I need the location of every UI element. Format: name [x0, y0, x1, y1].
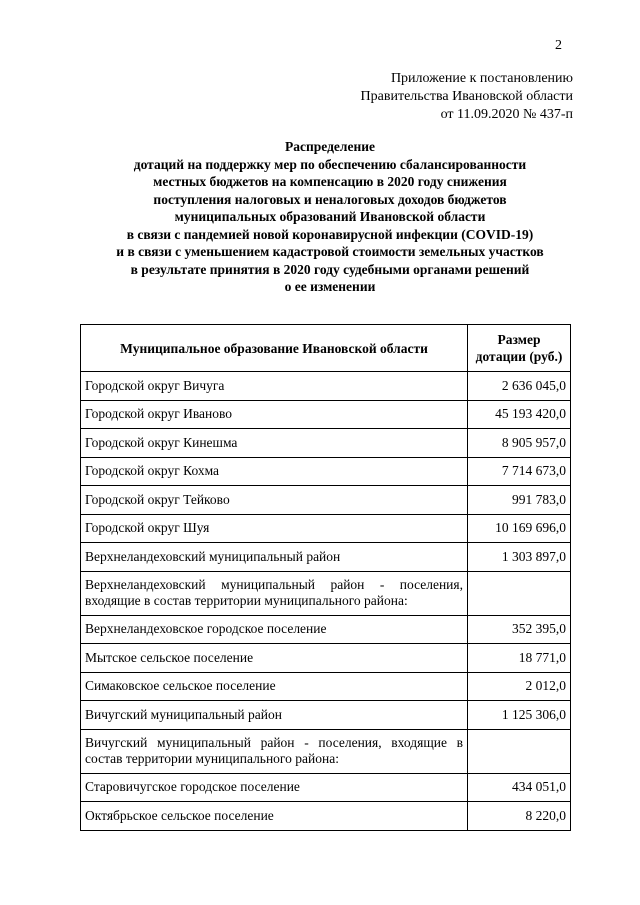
- table-row: [81, 701, 571, 730]
- table-row: [81, 571, 571, 615]
- subsidy-amount: 2 012,0: [468, 672, 571, 701]
- municipality-name: Верхнеландеховский муниципальный район - поселения, входящие в состав территории муниципального района:: [81, 571, 468, 615]
- appendix-note: [361, 70, 573, 124]
- subsidy-amount: 352 395,0: [468, 615, 571, 644]
- table-row: [81, 615, 571, 644]
- municipality-name: Городской округ Кинешма: [81, 429, 468, 458]
- table-row: [81, 486, 571, 515]
- municipality-name: Октябрьское сельское поселение: [81, 802, 468, 831]
- table-row: [81, 644, 571, 673]
- municipality-name: Симаковское сельское поселение: [81, 672, 468, 701]
- subsidy-amount: 7 714 673,0: [468, 457, 571, 486]
- appendix-line: от 11.09.2020 № 437-п: [440, 107, 573, 122]
- table-row: [81, 400, 571, 429]
- table-header-row: [81, 325, 571, 372]
- municipality-name: Городской округ Тейково: [81, 486, 468, 515]
- table-row: [81, 457, 571, 486]
- municipality-name: Городской округ Иваново: [81, 400, 468, 429]
- municipality-name: Мытское сельское поселение: [81, 644, 468, 673]
- subsidy-amount: 1 303 897,0: [468, 543, 571, 572]
- subsidy-amount: 991 783,0: [468, 486, 571, 515]
- subsidy-amount: 18 771,0: [468, 644, 571, 673]
- municipality-name: Старовичугское городское поселение: [81, 773, 468, 802]
- title-line: о ее изменении: [284, 279, 376, 294]
- header-municipality: Муниципальное образование Ивановской области: [81, 325, 468, 372]
- title-line: дотаций на поддержку мер по обеспечению сбалансированности: [133, 156, 527, 172]
- title-line: Распределение: [284, 139, 376, 154]
- subsidy-amount: 45 193 420,0: [468, 400, 571, 429]
- header-amount-line1: Размер: [497, 332, 541, 347]
- title-line: поступления налоговых и неналоговых доходов бюджетов: [153, 191, 507, 207]
- title-line: в результате принятия в 2020 году судебными органами решений: [130, 261, 530, 277]
- municipality-name: Городской округ Шуя: [81, 514, 468, 543]
- municipality-name: Городской округ Вичуга: [81, 372, 468, 401]
- header-amount: [468, 325, 571, 372]
- subsidy-amount: 1 125 306,0: [468, 701, 571, 730]
- municipality-name: Верхнеландеховское городское поселение: [81, 615, 468, 644]
- title-line: местных бюджетов на компенсацию в 2020 году снижения: [153, 174, 507, 189]
- appendix-line: Правительства Ивановской области: [360, 89, 573, 104]
- title-line: и в связи с уменьшением кадастровой стоимости земельных участков: [116, 244, 544, 259]
- municipality-name: Городской округ Кохма: [81, 457, 468, 486]
- subsidy-amount: 8 220,0: [468, 802, 571, 831]
- table-row: [81, 729, 571, 773]
- municipality-name: Вичугский муниципальный район - поселения, входящие в состав территории муниципального района:: [81, 729, 468, 773]
- subsidy-amount: 434 051,0: [468, 773, 571, 802]
- table-row: [81, 372, 571, 401]
- page-number: 2: [555, 38, 562, 53]
- appendix-line: Приложение к постановлению: [390, 71, 573, 86]
- subsidy-amount: [468, 571, 571, 615]
- table-row: [81, 773, 571, 802]
- table-row: [81, 672, 571, 701]
- document-title: [60, 138, 600, 296]
- subsidy-amount: 10 169 696,0: [468, 514, 571, 543]
- title-line: муниципальных образований Ивановской области: [174, 209, 486, 224]
- subsidy-amount: 2 636 045,0: [468, 372, 571, 401]
- header-amount-line2: дотации (руб.): [475, 349, 563, 364]
- table-row: [81, 514, 571, 543]
- distribution-table: [80, 324, 571, 831]
- table-row: [81, 543, 571, 572]
- municipality-name: Верхнеландеховский муниципальный район: [81, 543, 468, 572]
- subsidy-amount: 8 905 957,0: [468, 429, 571, 458]
- subsidy-amount: [468, 729, 571, 773]
- table-row: [81, 429, 571, 458]
- table-row: [81, 802, 571, 831]
- title-line: в связи с пандемией новой коронавирусной инфекции (COVID-19): [126, 226, 534, 242]
- municipality-name: Вичугский муниципальный район: [81, 701, 468, 730]
